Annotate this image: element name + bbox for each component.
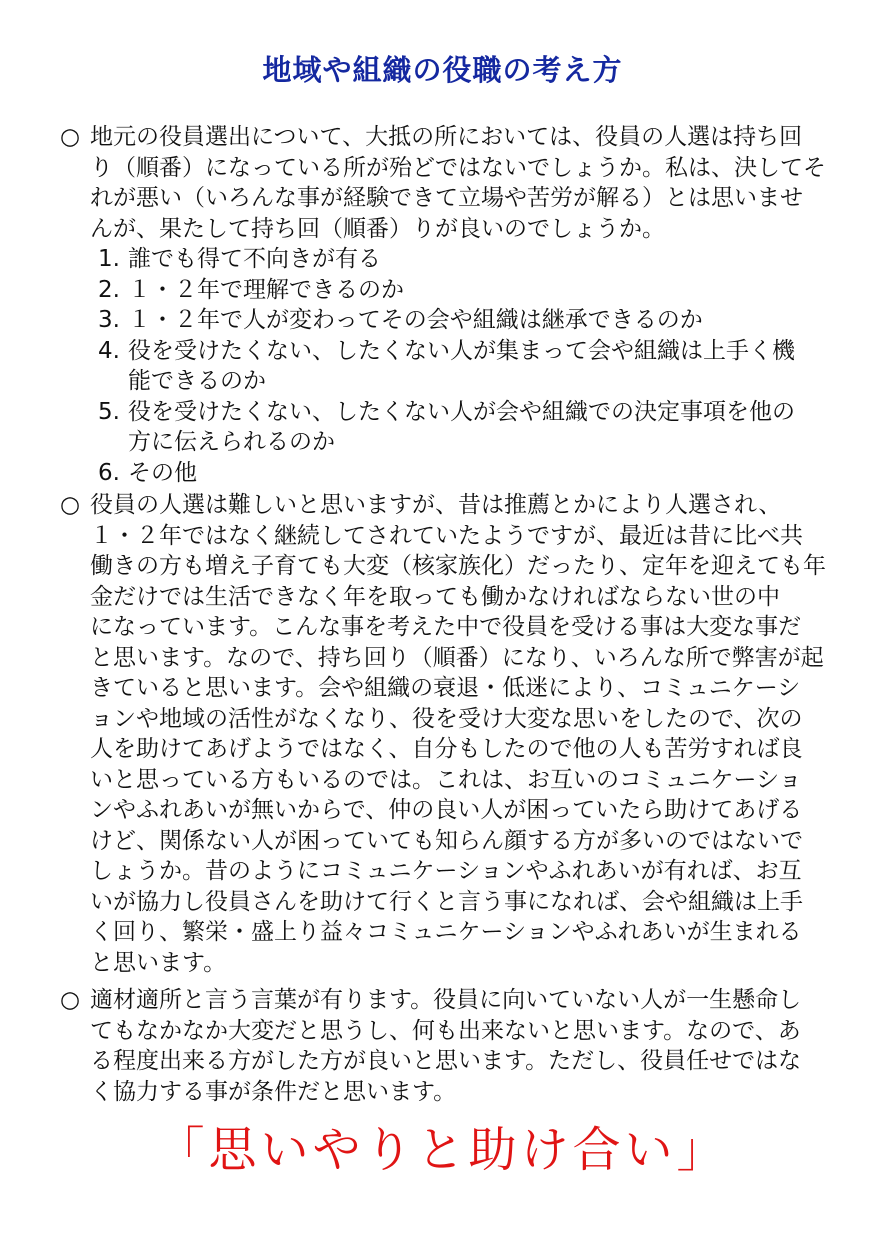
question-list: [98, 244, 840, 488]
section-right-person: [60, 985, 840, 1107]
list-item-text: 誰でも得て不向きが有る: [128, 246, 381, 272]
list-item-text: 役を受けたくない、したくない人が会や組織での決定事項を他の 方に伝えられるのか: [128, 398, 795, 455]
list-number: 4.: [98, 337, 120, 364]
list-item: [98, 305, 840, 336]
list-item-text: １・２年で理解できるのか: [128, 276, 404, 303]
list-item-text: １・２年で人が変わってその会や組織は継承できるのか: [128, 307, 703, 333]
paragraph-text: 適材適所と言う言葉が有ります。役員に向いていない人が一生懸命し てもなかなか大変だと思うし、何も出来ないと思います。なので、あ る程度出来る方がした方が良いと思います。ただし、役員任せではな く協力する事が条件だと思います。: [90, 987, 802, 1105]
section-background: [60, 490, 840, 978]
list-number: 1.: [98, 246, 120, 272]
section-role-selection: [60, 122, 840, 488]
list-number: 6.: [98, 459, 120, 486]
circle-bullet: ○: [60, 124, 81, 150]
list-item: [98, 336, 840, 397]
paragraph-text: 役員の人選は難しいと思いますが、昔は推薦とかにより人選され、 １・２年ではなく継続してされていたようですが、最近は昔に比べ共 働きの方も増え子育ても大変（核家族化）だったり、定年を迎えても年 金だけでは生活できなく年を取っても働かなければならない世の中 になっています。こんな事を考えた中で役員を受ける事は大変な事だ と思います。なので、持ち回り（順番）になり、いろんな所で弊害が起 きていると思います。会や組織の衰退・低迷により、コミュニケーシ ョンや地域の活性がなくなり、役を受け大変な思いをしたので、次の 人を助けてあげようではなく、自分もしたので他の人も苦労すれば良 いと思っている方もいるのでは。これは、お互いのコミュニケーショ ンやふれあいが無いからで、仲の良い人が困っていたら助けてあげる けど、関係ない人が困っていても知らん顔する方が多いのではないで しょうか。昔のようにコミュニケーションやふれあいが有れば、お互 いが協力し役員さんを助けて行くと言う事になれば、会や組織は上手 く回り、繁栄・盛上り益々コミュニケーションやふれあいが生まれる と思います。: [90, 492, 826, 976]
list-item: [98, 458, 840, 489]
list-item: [98, 397, 840, 458]
paragraph-2: [60, 490, 840, 978]
list-item-text: その他: [128, 459, 197, 486]
list-item: [98, 275, 840, 306]
circle-bullet: ○: [60, 492, 81, 518]
page-title: 地域や組織の役職の考え方: [262, 53, 623, 87]
paragraph-3: [60, 985, 840, 1107]
list-number: 3.: [98, 307, 120, 333]
list-item-text: 役を受けたくない、したくない人が集まって会や組織は上手く機 能できるのか: [128, 337, 795, 394]
paragraph-1: [60, 122, 840, 244]
list-number: 2.: [98, 276, 120, 303]
circle-bullet: ○: [60, 987, 81, 1013]
list-item: [98, 244, 840, 275]
paragraph-text: 地元の役員選出について、大抵の所においては、役員の人選は持ち回 り（順番）になっている所が殆どではないでしょうか。私は、決してそ れが悪い（いろんな事が経験できて立場や苦労が解る）とは思いませ んが、果たして持ち回（順番）りが良いのでしょうか。: [90, 124, 826, 242]
slogan: 「思いやりと助け合い」: [156, 1122, 729, 1178]
list-number: 5.: [98, 398, 120, 425]
